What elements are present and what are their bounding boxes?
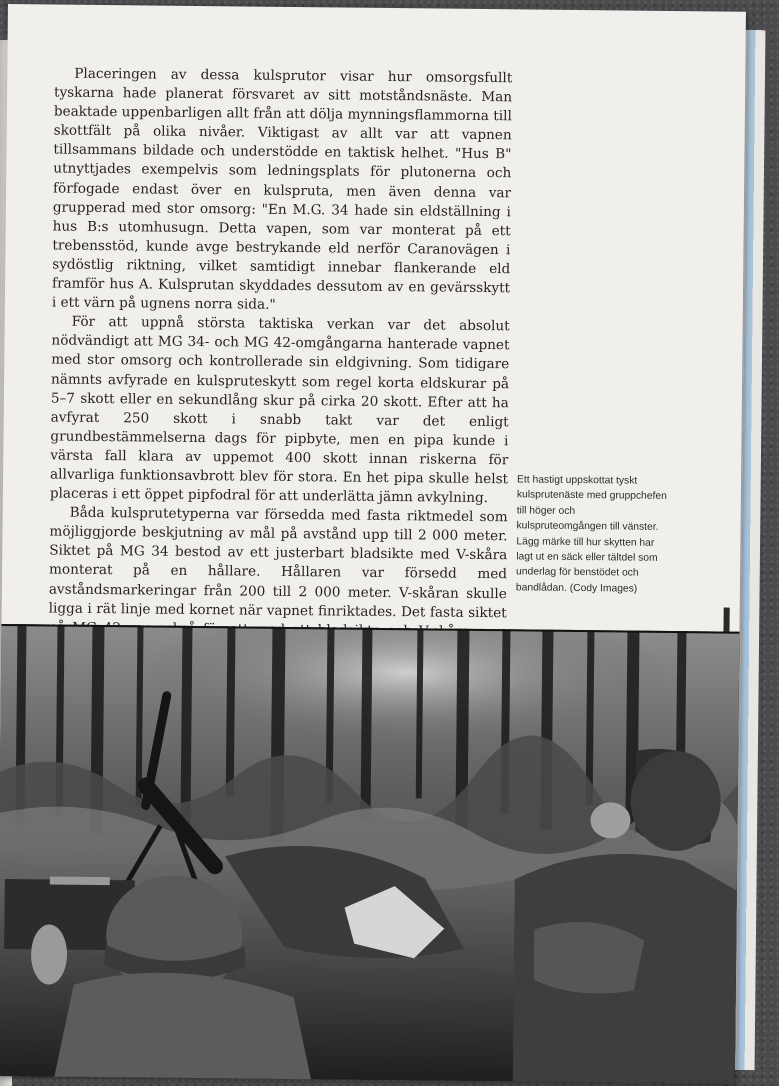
- paragraph: Placeringen av dessa kulsprutor visar hur omsorgsfullt tyskarna hade planerat försvaret av sitt motståndsnäste. Man beaktade uppenbarligen allt från att dölja mynningsflammorna till skottfält på olika nivåer. Viktigast av allt var att vapnen tillsammans bildade och understödde en taktisk helhet. "Hus B" utnyttjades exempelvis som ledningsplats för plutonerna och förfogade endast över en kulspruta, men även denna var grupperad med stor omsorg: "En M.G. 34 hade sin eldställning i hus B:s utomhusugn. Detta vapen, som var monterat på ett trebensstöd, kunde avge bestrykande eld nerför Caranovägen i sydöstlig riktning, vilket samtidigt innebar flankerande eld framför hus A. Kulsprutan skyddades dessutom av en gevärsskytt i ett värn på ugnens norra sida.": [51, 65, 513, 313]
- photograph: [0, 624, 741, 1084]
- body-text: [48, 64, 512, 680]
- book-page: [0, 4, 746, 1084]
- photo-illustration: [0, 624, 741, 1084]
- photo-caption: Ett hastigt uppskottat tyskt kulsprutenäste med gruppchefen till höger och kulspruteomgången till vänster. Lägg märke till hur skytten har lagt ut en säck eller tältdel som underlag för benstödet och bandlådan. (Cody Images): [515, 474, 667, 595]
- paragraph: Båda kulsprutetyperna var försedda med fasta riktmedel som möjliggjorde beskjutning av mål på avstånd upp till 2 000 meter. Siktet på MG 34 bestod av ett justerbart bladsikte med V-skåra monterat på en hållare. Hållaren var försedd med avståndsmarkeringar från 200 till 2 000 meter. V-skåran skulle ligga i rät linje med kornet när vapnet finriktades. Det fasta siktet: [48, 504, 508, 621]
- paragraph: För att uppnå största taktiska verkan var det absolut nödvändigt att MG 34- och MG 42-omgångarna hanterade vapnet med stor omsorg och kontrollerade sin eldgivning. Som tidigare nämnts avfyrade en kulspruteskytt som regel korta eldskurar på 5–7 skott eller en sekundlång skur på cirka 20 skott. Efter att ha avfyrat 250 skott i snabb takt var det enligt grundbestämmelserna dags för pipbyte, men en pipa kunde i värsta fall klara av uppemot 400 skott innan riskerna för allvarliga funktionsavbrott blev för stora. En het pipa skulle helst placeras i ett öppet pipfodral för att underlätta jämn avkylning.: [49, 313, 510, 507]
